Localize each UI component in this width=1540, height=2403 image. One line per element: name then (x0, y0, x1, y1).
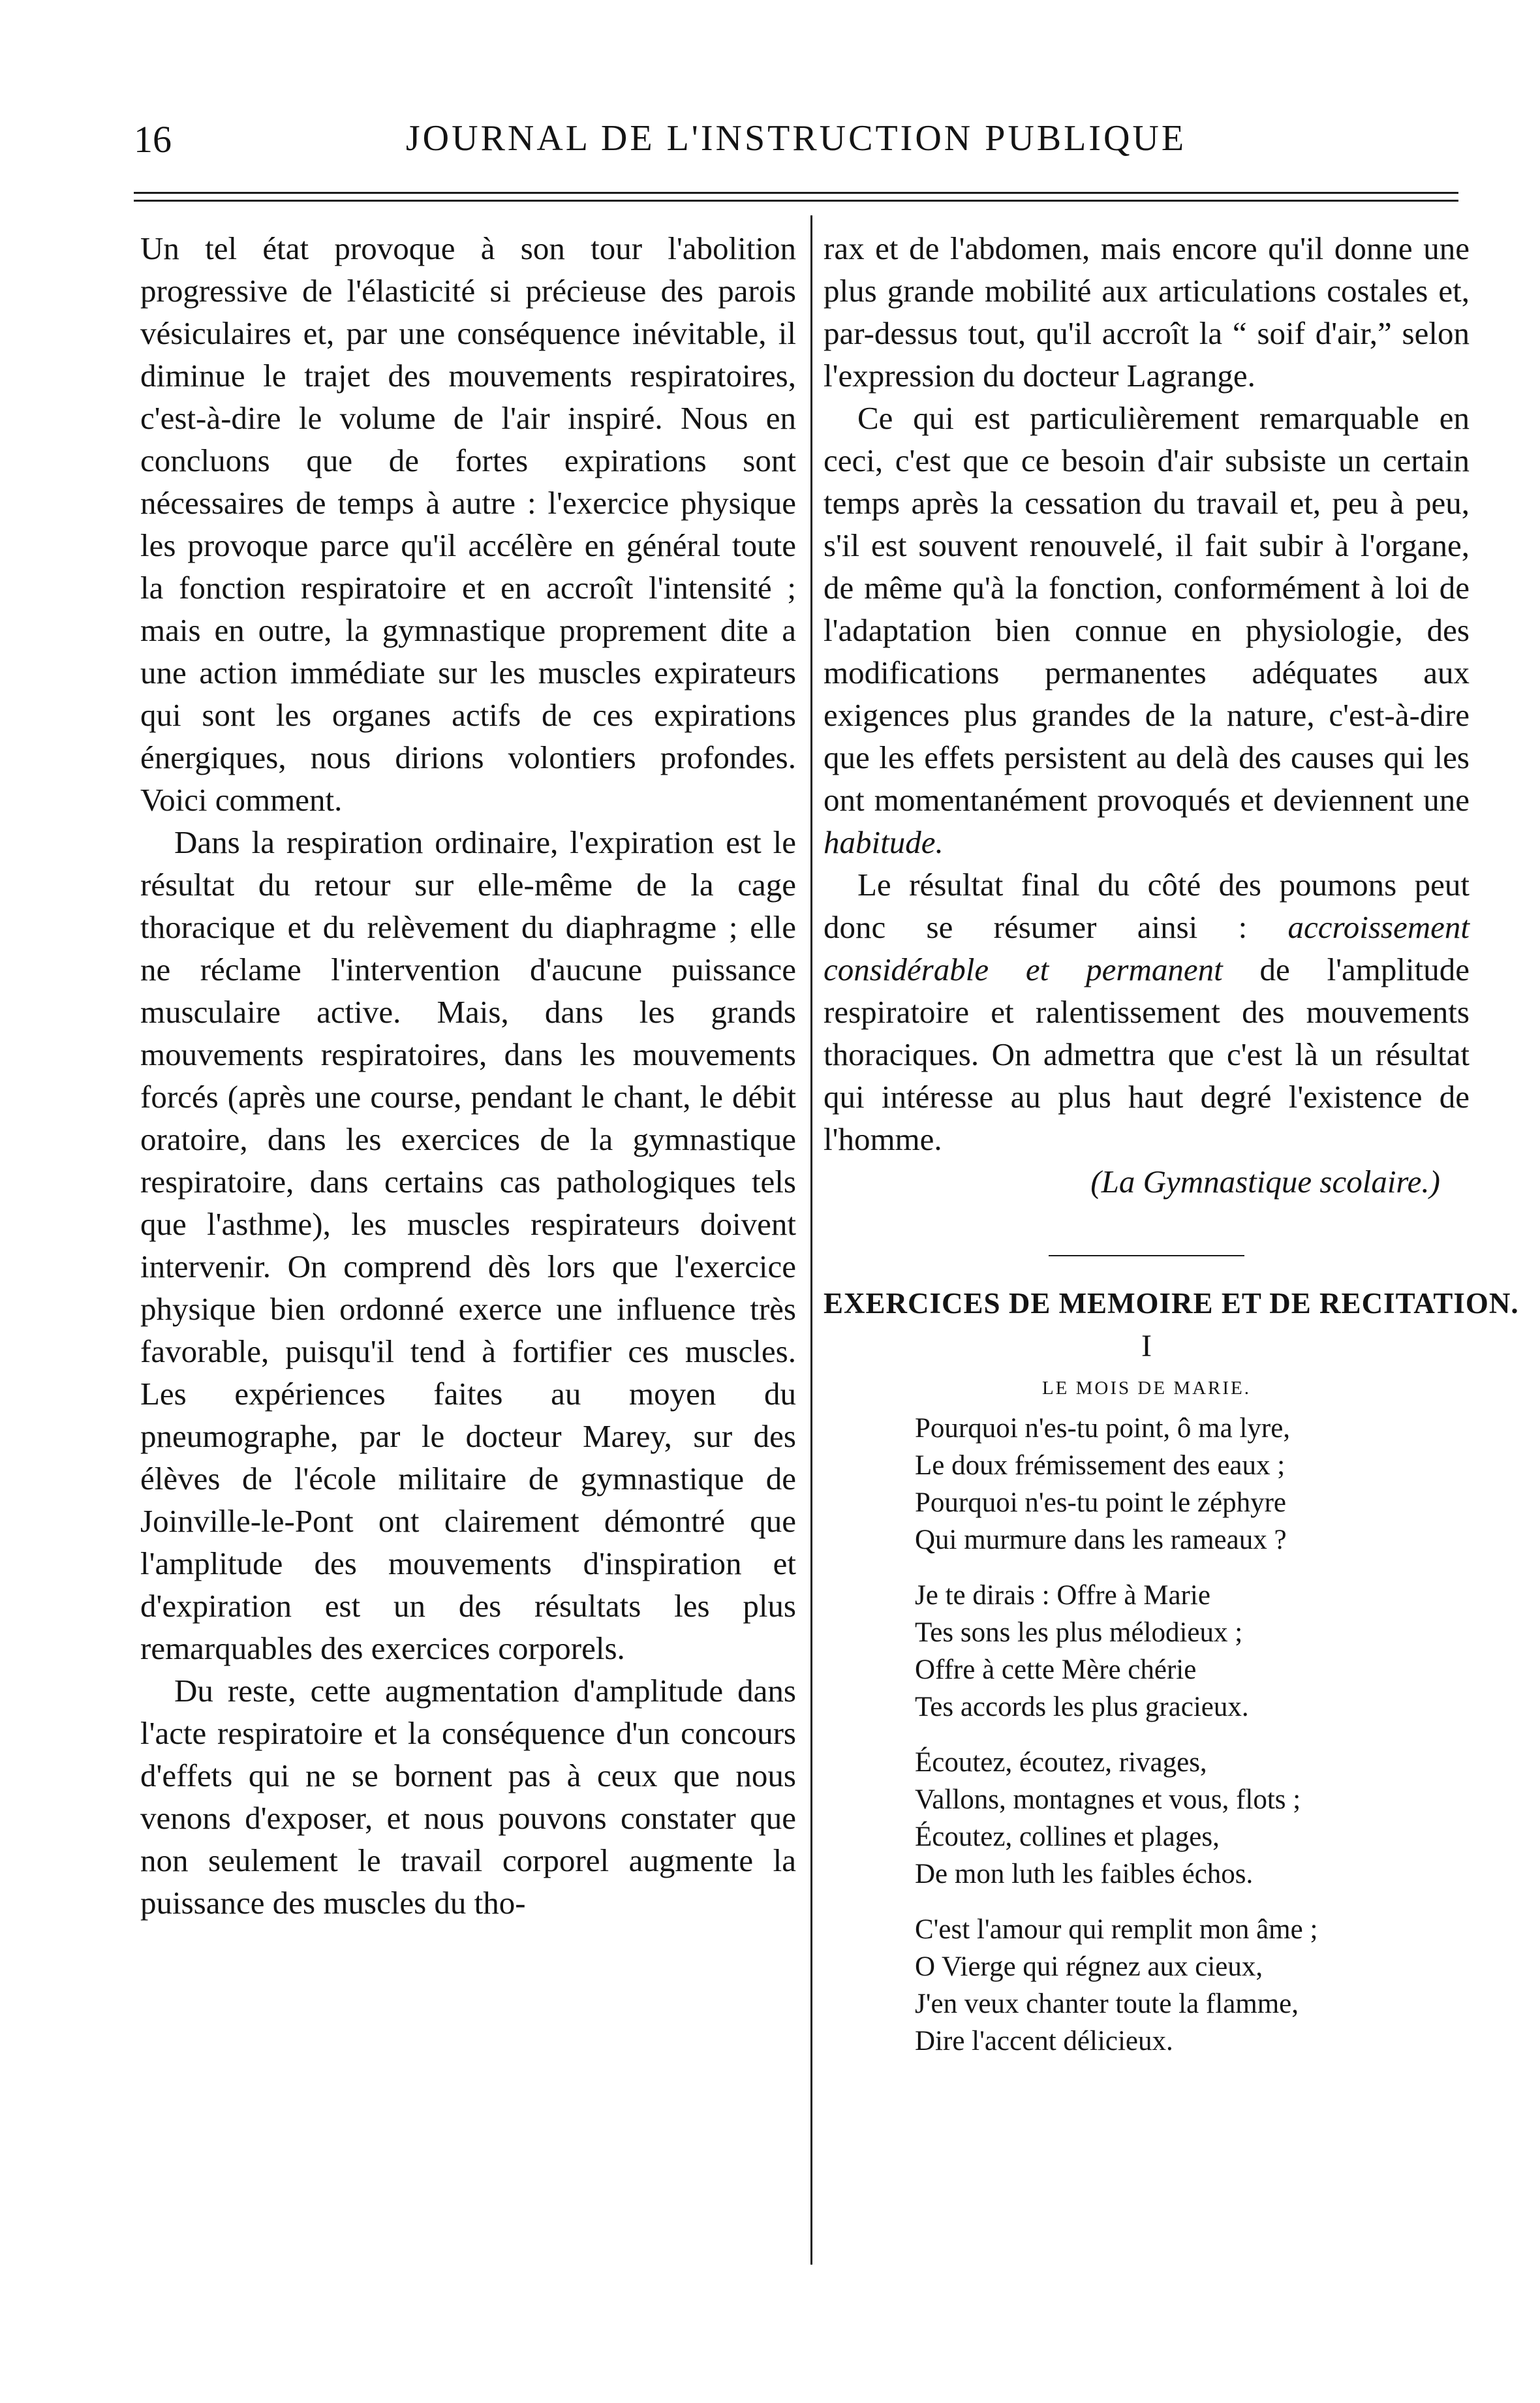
page-header (134, 117, 1458, 176)
poem-line: Vallons, montagnes et vous, flots ; (915, 1784, 1301, 1815)
left-column (140, 227, 796, 1924)
poem-line: Tes sons les plus mélodieux ; (915, 1617, 1243, 1648)
section-separator (1049, 1255, 1244, 1256)
right-column (824, 227, 1519, 2078)
column-divider (810, 215, 812, 2265)
page-number: 16 (134, 118, 172, 161)
poem-number: I (1141, 1329, 1152, 1363)
poem-stanza-1 (915, 1410, 1470, 1558)
paragraph-3: Du reste, cette augmentation d'amplitude dans l'acte respiratoire et la conséquence d'un concours d'effets qui ne se bornent pas à ceux que nous venons d'exposer, et nous pouvons constater que non seulement le travail corporel augmente la puissance des muscles du tho- (140, 1673, 796, 1921)
paragraph-conclusion (824, 863, 1470, 1160)
paragraph-adaptation-text: Ce qui est particulièrement remarquable en ceci, c'est que ce besoin d'air subsiste un certain temps après la cessation du travail et, peu à peu, s'il est souvent renouvelé, il fait subir à l'organe, de même qu'à la fonction, conformément à loi de l'adaptation bien connue en physiologie, des modifications permanentes adéquates aux exigences plus grandes de la nature, c'est-à-dire que les effets persistent au delà des causes qui les ont momentanément provoqués et deviennent une (824, 400, 1470, 818)
poem-line: Offre à cette Mère chérie (915, 1654, 1197, 1685)
poem-line: Pourquoi n'es-tu point le zéphyre (915, 1487, 1287, 1518)
poem-line: Le doux frémissement des eaux ; (915, 1450, 1286, 1481)
poem-line: O Vierge qui régnez aux cieux, (915, 1951, 1263, 1982)
poem-line: J'en veux chanter toute la flamme, (915, 1989, 1299, 2019)
poem-line: Pourquoi n'es-tu point, ô ma lyre, (915, 1413, 1291, 1444)
section-title: EXERCICES DE MEMOIRE ET DE RECITATION. (824, 1287, 1519, 1320)
paragraph-conclusion-start: Le résultat final du côté des poumons peut donc se résumer ainsi : (824, 867, 1470, 945)
poem-line: Écoutez, collines et plages, (915, 1822, 1220, 1852)
paragraph-conclusion-italic: accroissement considérable et permanent (824, 909, 1470, 987)
paragraph-continuation: rax et de l'abdomen, mais encore qu'il donne une plus grande mobilité aux articulations costales et, par-dessus tout, qu'il accroît la “ soif d'air,” selon l'expression du docteur Lagrange. (824, 230, 1470, 394)
paragraph-adaptation-italic: habitude. (824, 824, 944, 860)
poem-line: De mon luth les faibles échos. (915, 1859, 1254, 1889)
poem-line: Je te dirais : Offre à Marie (915, 1580, 1210, 1611)
paragraph-adaptation (824, 397, 1470, 863)
poem-line: C'est l'amour qui remplit mon âme ; (915, 1914, 1318, 1945)
poem-line: Écoutez, écoutez, rivages, (915, 1747, 1207, 1778)
poem-line: Tes accords les plus gracieux. (915, 1692, 1249, 1722)
poem-line: Qui murmure dans les rameaux ? (915, 1525, 1287, 1555)
header-rule (134, 192, 1458, 194)
poem-title: LE MOIS DE MARIE. (1041, 1378, 1252, 1399)
source-citation-text: (La Gymnastique scolaire.) (1090, 1164, 1440, 1200)
poem-stanza-3 (915, 1744, 1470, 1893)
poem-stanza-2 (915, 1577, 1470, 1726)
poem-stanza-4 (915, 1911, 1470, 2060)
paragraph-2: Dans la respiration ordinaire, l'expiration est le résultat du retour sur elle-même de la cage thoracique et du relèvement du diaphragme ; elle ne réclame l'intervention d'aucune puissance musculaire active. Mais, dans les grands mouvements respiratoires, dans les mouvements forcés (après une course, pendant le chant, le débit oratoire, dans les exercices de la gymnastique respiratoire, dans certains cas pathologiques tels que l'asthme), les muscles respirateurs doivent intervenir. On comprend dès lors que l'exercice physique bien ordonné exerce une influence très favorable, puisqu'il tend à fortifier ces muscles. Les expériences faites au moyen du pneumographe, par le docteur Marey, sur des élèves de l'école militaire de gymnastique de Joinville-le-Pont ont clairement démontré que l'amplitude des mouvements d'inspiration et d'expiration est un des résultats les plus remarquables des exercices corporels. (140, 824, 796, 1666)
source-citation (824, 1160, 1470, 1203)
header-rule-second (134, 200, 1458, 202)
running-title: JOURNAL DE L'INSTRUCTION PUBLIQUE (405, 118, 1187, 159)
poem-line: Dire l'accent délicieux. (915, 2026, 1173, 2056)
paragraph-conclusion-end: de l'amplitude respiratoire et ralentissement des mouvements thoraciques. On admettra que c'est là un résultat qui intéresse au plus haut degré l'existence de l'homme. (824, 952, 1470, 1157)
paragraph-1: Un tel état provoque à son tour l'abolition progressive de l'élasticité si précieuse des parois vésiculaires et, par une conséquence inévitable, il diminue le trajet des mouvements respiratoires, c'est-à-dire le volume de l'air inspiré. Nous en concluons que de fortes expirations sont nécessaires de temps à autre : l'exercice physique les provoque parce qu'il accélère en général toute la fonction respiratoire et en accroît l'intensité ; mais en outre, la gymnastique proprement dite a une action immédiate sur les muscles expirateurs qui sont les organes actifs de ces expirations énergiques, nous dirions volontiers profondes. Voici comment. (140, 230, 796, 818)
